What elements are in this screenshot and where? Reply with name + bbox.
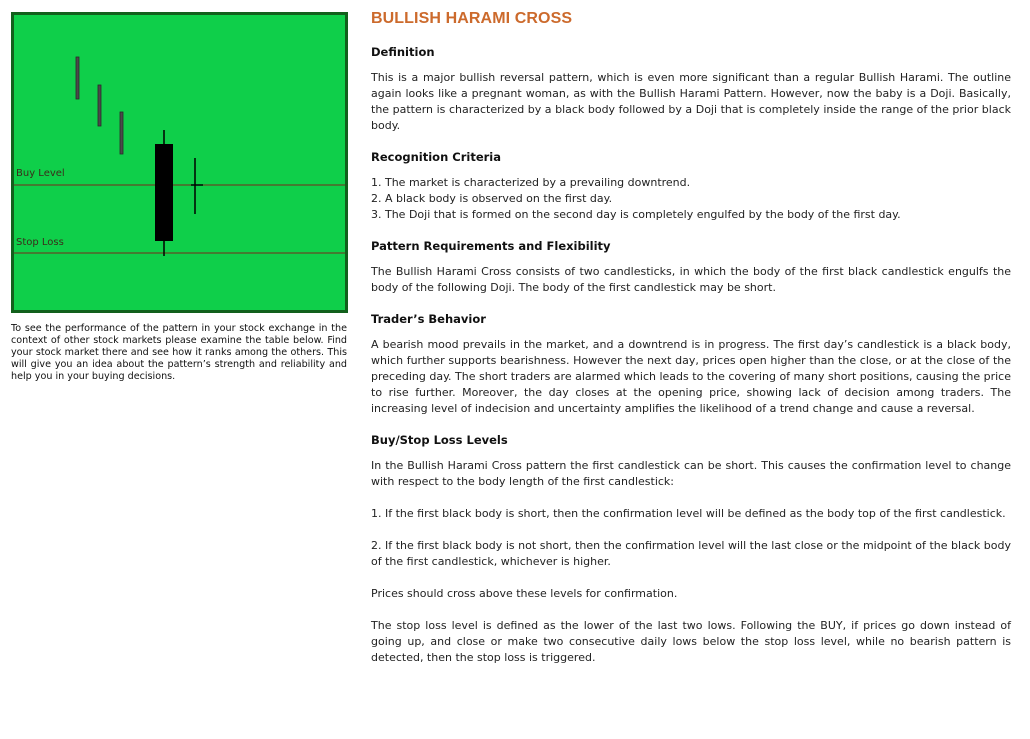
trend-candle-1 [76, 57, 79, 99]
recognition-item: 3. The Doji that is formed on the second day is completely engulfed by the body of the first day. [371, 208, 901, 221]
definition-section [371, 45, 1011, 134]
page-title: BULLISH HARAMI CROSS [371, 10, 573, 27]
levels-point-1: 1. If the first black body is short, then the confirmation level will be defined as the body top of the first candlestick. [371, 507, 1006, 520]
levels-intro: In the Bullish Harami Cross pattern the first candlestick can be short. This causes the confirmation level to change with respect to the body length of the first candlestick: [371, 459, 1011, 488]
definition-text: This is a major bullish reversal pattern, which is even more significant than a regular Bullish Harami. The outline again looks like a pregnant woman, as with the Bullish Harami Pattern. However, now the baby is a Doji. Basically, the pattern is characterized by a black body followed by a Doji that is completely inside the range of the prior black body. [371, 71, 1011, 132]
requirements-section [371, 239, 1011, 296]
chart-caption: To see the performance of the pattern in your stock exchange in the context of other stock markets please examine the table below. Find your stock market there and see how it ranks among the others. This will give you an idea about the pattern’s strength and reliability and help you in your buying decisions. [11, 323, 347, 382]
definition-heading: Definition [371, 45, 435, 59]
candlestick-chart [14, 15, 345, 310]
stop-loss-label: Stop Loss [16, 237, 64, 248]
requirements-text: The Bullish Harami Cross consists of two candlesticks, in which the body of the first black candlestick engulfs the body of the following Doji. The body of the first candlestick may be short. [371, 265, 1011, 294]
behavior-heading: Trader’s Behavior [371, 312, 486, 326]
behavior-section [371, 312, 1011, 417]
black-candle-body [155, 144, 173, 241]
article [371, 10, 1011, 682]
left-column [11, 12, 347, 383]
levels-confirm: Prices should cross above these levels for confirmation. [371, 587, 678, 600]
trend-candle-2 [98, 85, 101, 126]
recognition-heading: Recognition Criteria [371, 150, 501, 164]
buy-level-label: Buy Level [16, 168, 65, 179]
recognition-item: 1. The market is characterized by a prevailing downtrend. [371, 176, 691, 189]
pattern-illustration [11, 12, 348, 313]
levels-stop: The stop loss level is defined as the lower of the last two lows. Following the BUY, if prices go down instead of going up, and close or make two consecutive daily lows below the stop loss level, while no bearish pattern is detected, then the stop loss is triggered. [371, 619, 1011, 664]
levels-section [371, 433, 1011, 666]
levels-heading: Buy/Stop Loss Levels [371, 433, 508, 447]
recognition-section [371, 150, 1011, 223]
levels-point-2: 2. If the first black body is not short, then the confirmation level will the last close or the midpoint of the black body of the first candlestick, whichever is higher. [371, 539, 1011, 568]
recognition-item: 2. A black body is observed on the first day. [371, 192, 613, 205]
requirements-heading: Pattern Requirements and Flexibility [371, 239, 611, 253]
behavior-text: A bearish mood prevails in the market, and a downtrend is in progress. The first day’s candlestick is a black body, which further supports bearishness. However the next day, prices open higher than the close, or at the close of the preceding day. The short traders are alarmed which leads to the covering of many short positions, causing the price to rise further. Moreover, the day closes at the opening price, showing lack of decision among traders. The increasing level of indecision and uncertainty amplifies the likelihood of a trend change and cause a reversal. [371, 338, 1011, 415]
trend-candle-3 [120, 112, 123, 154]
